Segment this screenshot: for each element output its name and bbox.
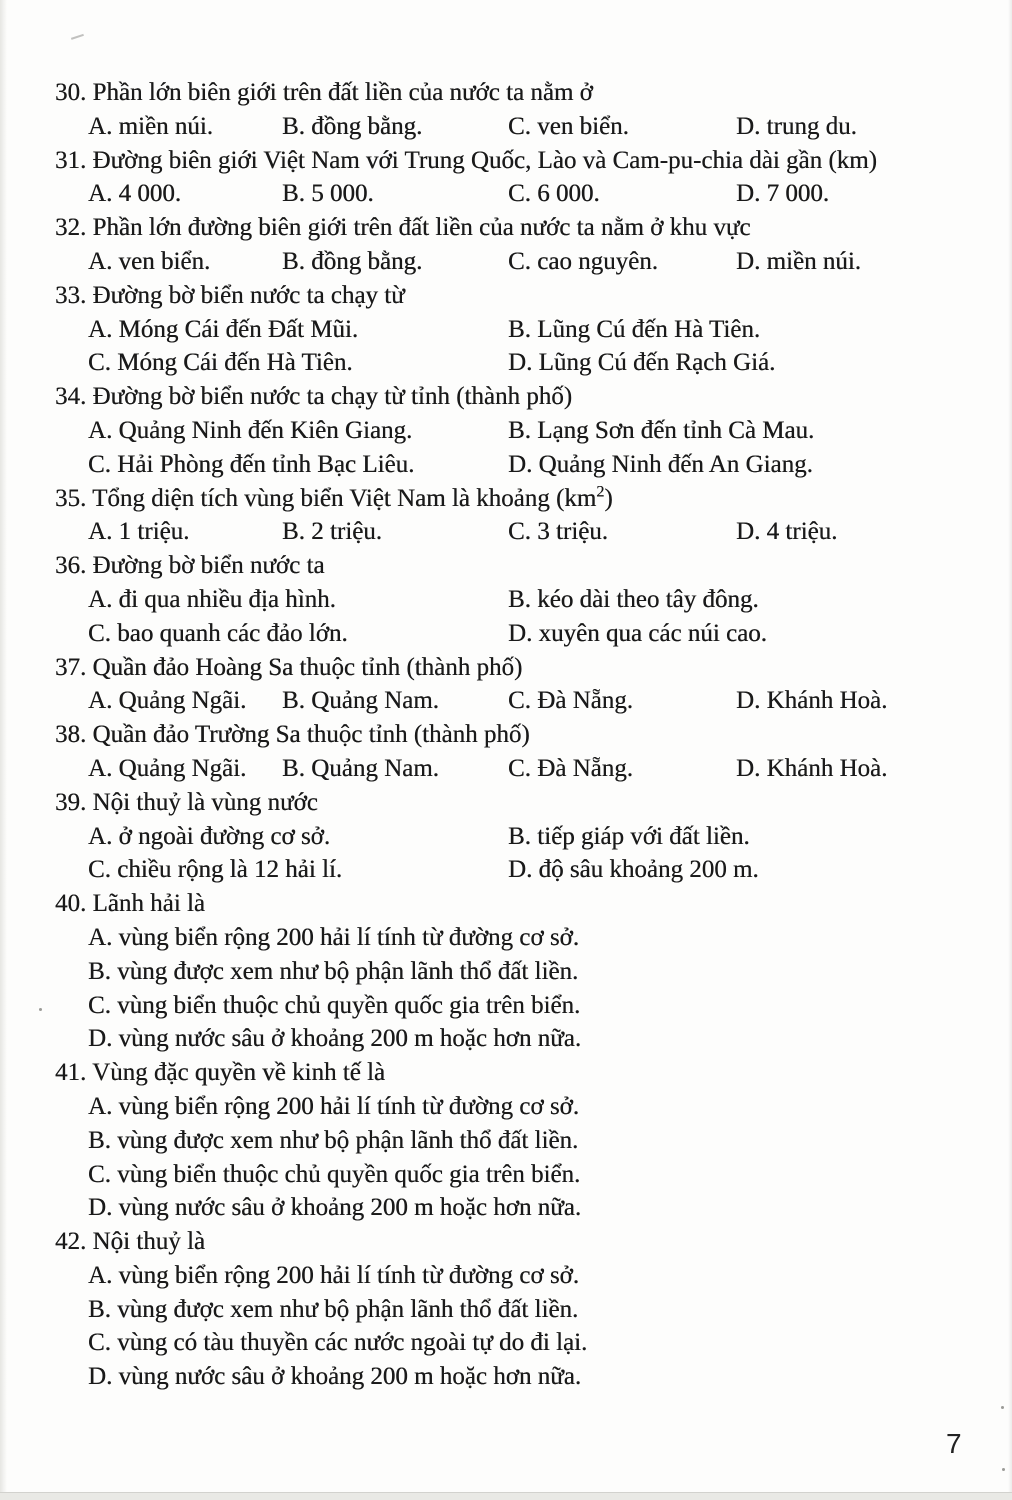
- question-text: Đường bờ biển nước ta chạy từ tỉnh (thành phố): [92, 383, 573, 411]
- options-row: [0, 1326, 1012, 1360]
- question-title: [0, 144, 1012, 178]
- scan-artifact: [1001, 1406, 1004, 1409]
- question: [0, 1225, 1012, 1394]
- option: B. 5 000.: [282, 180, 374, 208]
- options-row: [0, 1293, 1012, 1327]
- options-row: [0, 448, 1012, 482]
- question: [0, 718, 1012, 786]
- question-title: [0, 718, 1012, 752]
- option: D. Lũng Cú đến Rạch Giá.: [508, 349, 776, 377]
- options-row: [0, 414, 1012, 448]
- options-row: [0, 110, 1012, 144]
- question-text: Lãnh hải là: [92, 890, 205, 918]
- option: A. Quảng Ninh đến Kiên Giang.: [88, 416, 413, 444]
- option: A. ven biển.: [88, 247, 211, 275]
- options-row: [0, 1259, 1012, 1293]
- option: B. vùng được xem như bộ phận lãnh thổ đất liền.: [88, 1295, 579, 1323]
- question-title: [0, 887, 1012, 921]
- question: [0, 786, 1012, 887]
- superscript: 2: [596, 482, 605, 501]
- question: [0, 144, 1012, 212]
- options-row: [0, 853, 1012, 887]
- options-row: [0, 1360, 1012, 1394]
- option: C. chiều rộng là 12 hải lí.: [88, 856, 343, 884]
- options-row: [0, 1124, 1012, 1158]
- option: B. Quảng Nam.: [282, 687, 439, 715]
- question-text: Nội thuỷ là: [92, 1228, 205, 1256]
- scan-edge-bottom: [0, 1492, 1012, 1500]
- option: D. vùng nước sâu ở khoảng 200 m hoặc hơn nữa.: [88, 1194, 582, 1222]
- question: [0, 279, 1012, 380]
- question: [0, 482, 1012, 550]
- option: D. trung du.: [736, 112, 857, 140]
- options-row: [0, 617, 1012, 651]
- option: D. miền núi.: [736, 247, 861, 275]
- option: A. đi qua nhiều địa hình.: [88, 585, 336, 613]
- page-number: 7: [946, 1428, 962, 1459]
- options-row: [0, 1191, 1012, 1225]
- option: A. 1 triệu.: [88, 518, 190, 546]
- option: A. 4 000.: [88, 180, 182, 208]
- scan-edge-left: [0, 0, 7, 1500]
- question-title: [0, 651, 1012, 685]
- question-title: [0, 1225, 1012, 1259]
- question-text: Đường bờ biển nước ta: [92, 552, 325, 580]
- options-row: [0, 1158, 1012, 1192]
- options-row: [0, 583, 1012, 617]
- option: D. độ sâu khoảng 200 m.: [508, 856, 759, 884]
- question-text: Quần đảo Trường Sa thuộc tỉnh (thành phố): [92, 721, 530, 749]
- question: [0, 651, 1012, 719]
- option: D. vùng nước sâu ở khoảng 200 m hoặc hơn nữa.: [88, 1025, 582, 1053]
- options-row: [0, 1090, 1012, 1124]
- option: A. vùng biển rộng 200 hải lí tính từ đường cơ sở.: [88, 923, 580, 951]
- option: A. Quảng Ngãi.: [88, 687, 247, 715]
- options-row: [0, 752, 1012, 786]
- option: B. vùng được xem như bộ phận lãnh thổ đất liền.: [88, 957, 579, 985]
- option: B. Lạng Sơn đến tỉnh Cà Mau.: [508, 416, 815, 444]
- question: [0, 380, 1012, 481]
- option: B. kéo dài theo tây đông.: [508, 585, 759, 613]
- scan-edge-right: [1008, 0, 1012, 1500]
- question-text: Đường biên giới Việt Nam với Trung Quốc, Lào và Cam-pu-chia dài gần (km): [92, 146, 877, 174]
- option: B. đồng bằng.: [282, 247, 423, 275]
- question-text: Đường bờ biển nước ta chạy từ: [92, 281, 405, 309]
- option: C. vùng có tàu thuyền các nước ngoài tự do đi lại.: [88, 1329, 588, 1357]
- option: C. 6 000.: [508, 180, 600, 208]
- question-title: [0, 279, 1012, 313]
- option: D. xuyên qua các núi cao.: [508, 619, 767, 647]
- option: B. vùng được xem như bộ phận lãnh thổ đất liền.: [88, 1126, 579, 1154]
- option: C. 3 triệu.: [508, 518, 608, 546]
- question-title: [0, 482, 1012, 516]
- question-title: [0, 786, 1012, 820]
- question-number: 42.: [55, 1228, 87, 1256]
- option: B. tiếp giáp với đất liền.: [508, 822, 750, 850]
- options-row: [0, 921, 1012, 955]
- option: D. Khánh Hoà.: [736, 687, 888, 715]
- question-number: 36.: [55, 552, 87, 580]
- option: C. bao quanh các đảo lớn.: [88, 619, 348, 647]
- question-text: Nội thuỷ là vùng nước: [92, 788, 318, 816]
- option: C. Đà Nẵng.: [508, 687, 633, 715]
- option: A. vùng biển rộng 200 hải lí tính từ đường cơ sở.: [88, 1092, 580, 1120]
- question-title: [0, 549, 1012, 583]
- option: C. vùng biển thuộc chủ quyền quốc gia trên biển.: [88, 1160, 581, 1188]
- scan-artifact: [39, 1008, 42, 1011]
- question-text: Tổng diện tích vùng biển Việt Nam là khoảng $(km^2)$: [92, 482, 613, 512]
- question-number: 38.: [55, 721, 87, 749]
- question: [0, 1056, 1012, 1225]
- option: B. Lũng Cú đến Hà Tiên.: [508, 315, 761, 343]
- question-title: [0, 211, 1012, 245]
- question-number: 37.: [55, 653, 87, 681]
- question-title: [0, 380, 1012, 414]
- options-row: [0, 684, 1012, 718]
- question-text: Quần đảo Hoàng Sa thuộc tỉnh (thành phố): [92, 653, 523, 681]
- question-title: [0, 76, 1012, 110]
- question: [0, 211, 1012, 279]
- question-number: 40.: [55, 890, 87, 918]
- options-row: [0, 346, 1012, 380]
- option: C. ven biển.: [508, 112, 629, 140]
- option: A. miền núi.: [88, 112, 213, 140]
- options-row: [0, 515, 1012, 549]
- option: D. Khánh Hoà.: [736, 754, 888, 782]
- question-number: 39.: [55, 788, 87, 816]
- option: D. vùng nước sâu ở khoảng 200 m hoặc hơn nữa.: [88, 1363, 582, 1391]
- option: D. 7 000.: [736, 180, 830, 208]
- option: B. Quảng Nam.: [282, 754, 439, 782]
- scan-artifact: [1002, 1468, 1005, 1471]
- question-title: [0, 1056, 1012, 1090]
- option: B. đồng bằng.: [282, 112, 423, 140]
- option: C. Hải Phòng đến tỉnh Bạc Liêu.: [88, 450, 415, 478]
- option: A. vùng biển rộng 200 hải lí tính từ đường cơ sở.: [88, 1261, 580, 1289]
- question-number: 33.: [55, 281, 87, 309]
- question-number: 30.: [55, 79, 87, 106]
- option: C. Móng Cái đến Hà Tiên.: [88, 349, 353, 377]
- question-number: 35.: [55, 484, 87, 512]
- options-row: [0, 820, 1012, 854]
- options-row: [0, 989, 1012, 1023]
- option: C. Đà Nẵng.: [508, 754, 633, 782]
- question-text: Vùng đặc quyền về kinh tế là: [92, 1059, 386, 1087]
- question-text: Phần lớn đường biên giới trên đất liền của nước ta nằm ở khu vực: [92, 214, 751, 242]
- options-row: [0, 313, 1012, 347]
- option: C. cao nguyên.: [508, 247, 658, 275]
- options-row: [0, 245, 1012, 279]
- option: D. Quảng Ninh đến An Giang.: [508, 450, 813, 478]
- question: [0, 887, 1012, 1056]
- question-number: 41.: [55, 1059, 87, 1087]
- option: C. vùng biển thuộc chủ quyền quốc gia trên biển.: [88, 991, 581, 1019]
- question-number: 31.: [55, 146, 87, 174]
- option: A. Móng Cái đến Đất Mũi.: [88, 315, 359, 343]
- question-number: 32.: [55, 214, 87, 242]
- option: A. ở ngoài đường cơ sở.: [88, 822, 331, 850]
- options-row: [0, 1022, 1012, 1056]
- question-text: Phần lớn biên giới trên đất liền của nước ta nằm ở: [92, 79, 593, 106]
- option: B. 2 triệu.: [282, 518, 382, 546]
- option: D. 4 triệu.: [736, 518, 838, 546]
- options-row: [0, 177, 1012, 211]
- question: [0, 76, 1012, 144]
- options-row: [0, 955, 1012, 989]
- question-number: 34.: [55, 383, 87, 411]
- option: A. Quảng Ngãi.: [88, 754, 247, 782]
- question: [0, 549, 1012, 650]
